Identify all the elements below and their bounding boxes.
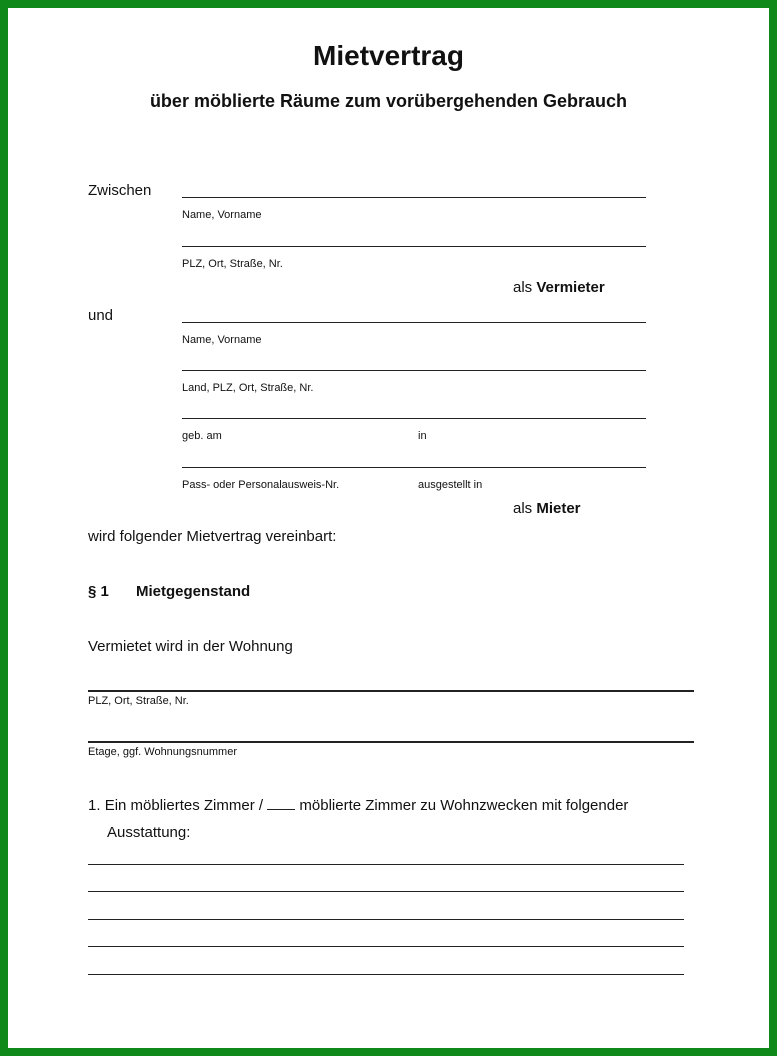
tenant-name-line[interactable] — [182, 322, 646, 323]
id-line[interactable] — [182, 467, 646, 468]
item-1-text-a: Ein möbliertes Zimmer / — [104, 797, 264, 814]
floor-line[interactable] — [88, 741, 694, 743]
tenant-address-label: Land, PLZ, Ort, Straße, Nr. — [182, 382, 314, 394]
birth-place-label: in — [418, 430, 427, 442]
apartment-address-label: PLZ, Ort, Straße, Nr. — [88, 695, 189, 707]
item-1-paragraph — [88, 792, 694, 846]
id-number-label: Pass- oder Personalausweis-Nr. — [182, 479, 340, 491]
item-1-text-b: möblierte Zimmer zu Wohnzwecken mit folgender — [299, 797, 629, 814]
document-title: Mietvertrag — [313, 40, 464, 71]
birth-date-label: geb. am — [182, 430, 222, 442]
tenant-address-line[interactable] — [182, 370, 646, 371]
tenant-name-label: Name, Vorname — [182, 334, 262, 346]
equipment-line-2[interactable] — [88, 891, 684, 892]
landlord-name-line[interactable] — [182, 197, 646, 198]
equipment-line-4[interactable] — [88, 946, 684, 947]
section-intro: Vermietet wird in der Wohnung — [88, 638, 293, 655]
and-label: und — [88, 307, 114, 324]
section-number: § 1 — [88, 583, 109, 600]
tenant-role-line — [513, 500, 581, 517]
equipment-line-1[interactable] — [88, 864, 684, 865]
tenant-role: Mieter — [536, 500, 581, 517]
document-subtitle: über möblierte Räume zum vorübergehenden Gebrauch — [149, 91, 628, 111]
item-1-line-1 — [88, 792, 694, 819]
landlord-address-line[interactable] — [182, 246, 646, 247]
room-count-blank[interactable] — [267, 797, 295, 810]
landlord-role: Vermieter — [536, 279, 605, 296]
landlord-address-label: PLZ, Ort, Straße, Nr. — [182, 258, 283, 270]
apartment-address-line[interactable] — [88, 690, 694, 692]
landlord-role-prefix: als — [513, 279, 537, 296]
item-1-text-c: Ausstattung: — [107, 824, 191, 841]
tenant-role-prefix: als — [513, 500, 537, 517]
landlord-role-line — [513, 279, 605, 296]
section-heading: Mietgegenstand — [136, 583, 251, 600]
equipment-line-5[interactable] — [88, 974, 684, 975]
id-issued-label: ausgestellt in — [418, 479, 483, 491]
birth-line[interactable] — [182, 418, 646, 419]
between-label: Zwischen — [88, 182, 152, 199]
equipment-line-3[interactable] — [88, 919, 684, 920]
item-1-number: 1. — [88, 797, 101, 814]
landlord-name-label: Name, Vorname — [182, 209, 262, 221]
agreement-text: wird folgender Mietvertrag vereinbart: — [88, 528, 337, 545]
floor-label: Etage, ggf. Wohnungsnummer — [88, 746, 237, 758]
